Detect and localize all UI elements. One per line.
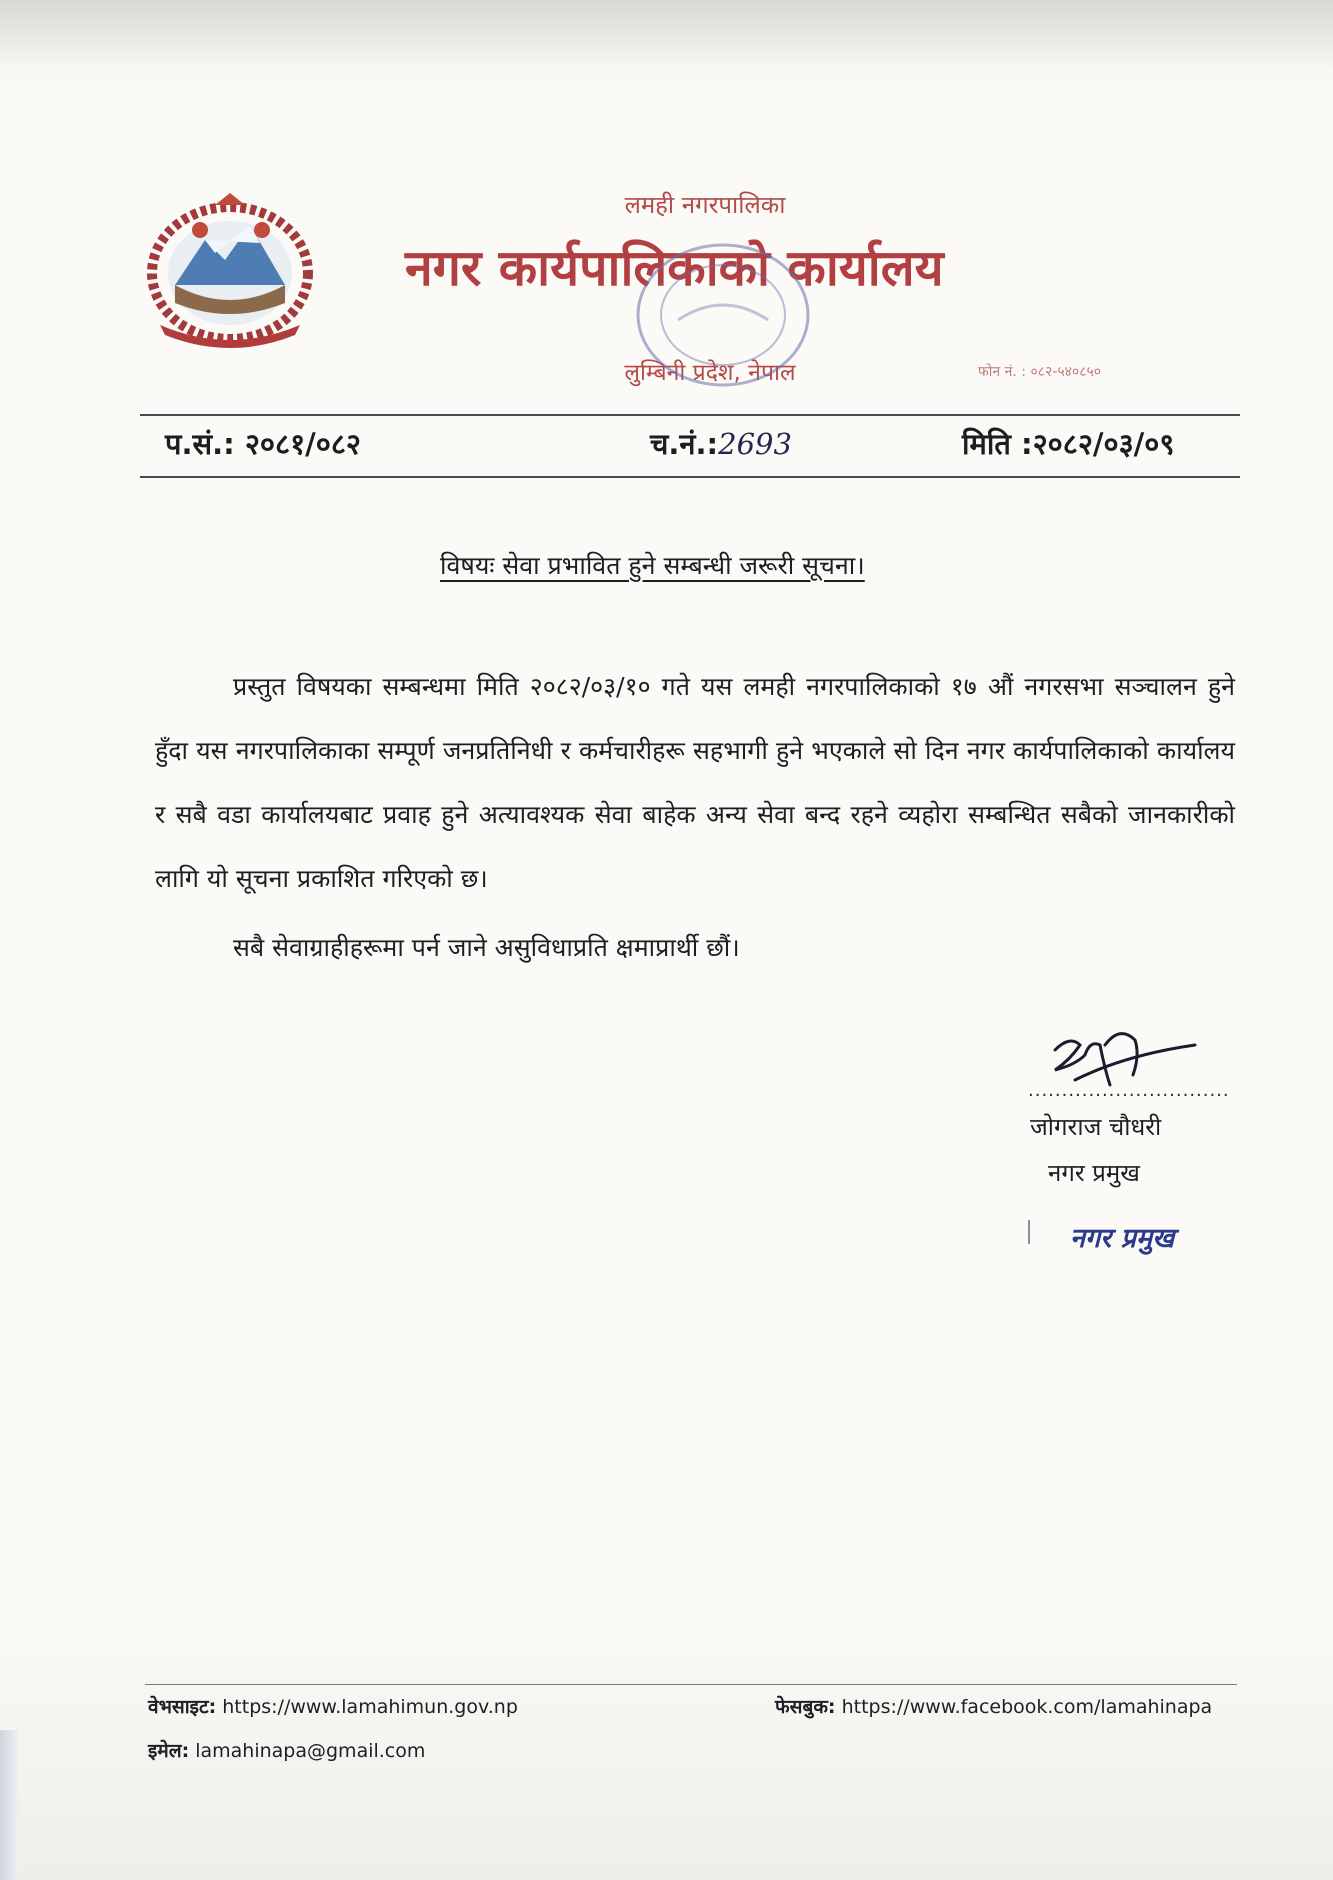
stamp-mark bbox=[1028, 1220, 1030, 1244]
header-rule-top bbox=[140, 414, 1240, 416]
signer-name: जोगराज चौधरी bbox=[1030, 1113, 1162, 1141]
dispatch-number: च.नं.:2693 bbox=[650, 427, 792, 461]
body-paragraph: प्रस्तुत विषयका सम्बन्धमा मिति २०८२/०३/१० गते यस लमही नगरपालिकाको १७ औं नगरसभा सञ्चालन हुने हुँदा यस नगरपालिकाका सम्पूर्ण जनप्रतिनिधी र कर्मचारीहरू सहभागी हुने भएकाले सो दिन नगर कार्यपालिकाको कार्यालय र सबै वडा कार्यालयबाट प्रवाह हुने अत्यावश्यक सेवा बाहेक अन्य सेवा बन्द रहने व्यहोरा सम्बन्धित सबैको जानकारीको लागि यो सूचना प्रकाशित गरिएको छ। bbox=[155, 672, 1235, 893]
header-rule-bottom bbox=[140, 476, 1240, 478]
apology-line: सबै सेवाग्राहीहरूमा पर्न जाने असुविधाप्रति क्षमाप्रार्थी छौं। bbox=[233, 933, 740, 962]
nepal-emblem-icon bbox=[130, 185, 330, 350]
scan-shadow bbox=[0, 0, 1333, 70]
signer-title: नगर प्रमुख bbox=[1048, 1159, 1140, 1187]
scan-edge bbox=[0, 1730, 18, 1880]
footer-website: वेभसाइट: https://www.lamahimun.gov.np bbox=[148, 1696, 518, 1718]
office-title: नगर कार्यपालिकाको कार्यालय bbox=[405, 239, 944, 297]
signature-line: .............................. bbox=[1028, 1080, 1230, 1101]
title-stamp: नगर प्रमुख bbox=[1070, 1223, 1175, 1254]
subject-line: विषयः सेवा प्रभावित हुने सम्बन्धी जरूरी सूचना। bbox=[440, 551, 865, 580]
phone-number: फोन नं. : ०८२-५४०८५० bbox=[978, 364, 1102, 380]
footer-facebook: फेसबुक: https://www.facebook.com/lamahinapa bbox=[775, 1696, 1213, 1718]
province-line: लुम्बिनी प्रदेश, नेपाल bbox=[624, 360, 796, 386]
footer-email: इमेल: lamahinapa@gmail.com bbox=[148, 1740, 426, 1762]
letter-date: मिति :२०८२/०३/०९ bbox=[962, 427, 1175, 461]
office-stamp-icon bbox=[618, 230, 828, 400]
municipality-name: लमही नगरपालिका bbox=[624, 191, 786, 219]
reference-number: प.सं.: २०८१/०८२ bbox=[165, 427, 361, 461]
footer-rule bbox=[145, 1684, 1237, 1685]
